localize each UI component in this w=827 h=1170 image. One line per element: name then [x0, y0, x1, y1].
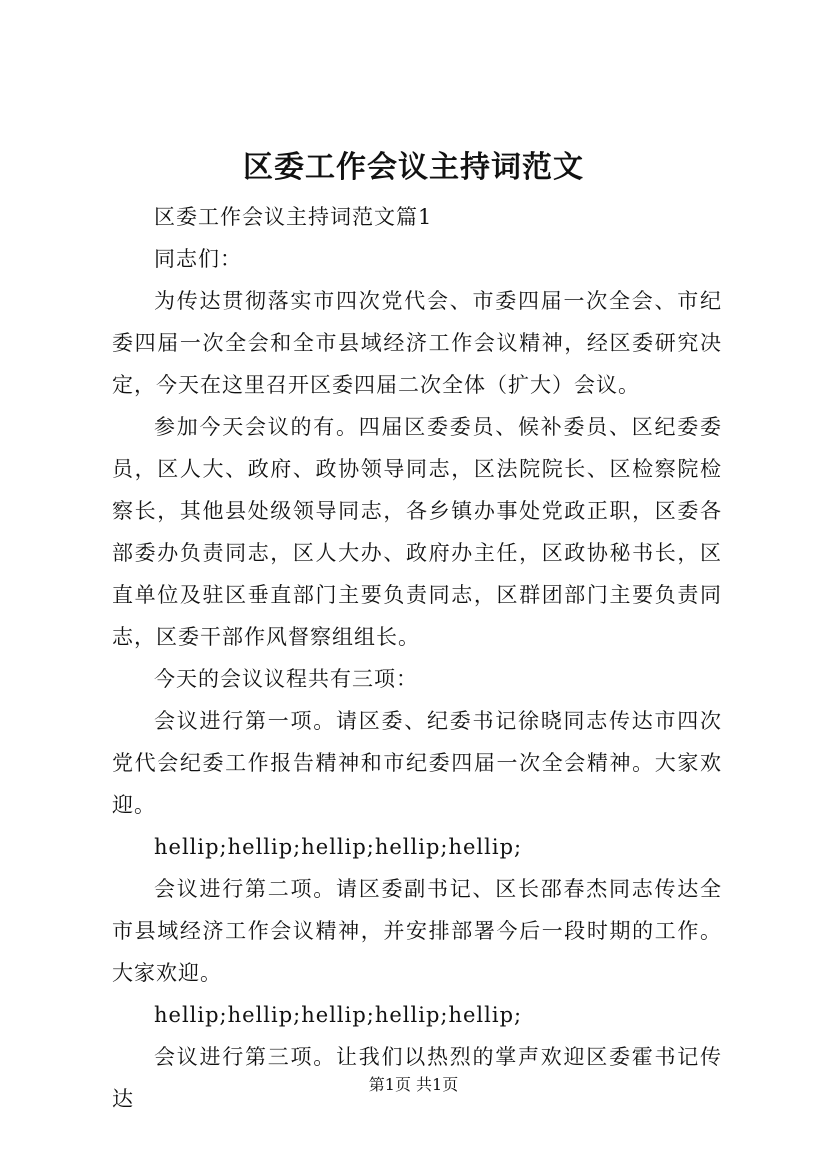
paragraph: 同志们：	[154, 247, 242, 271]
paragraph: 会议进行第一项。请区委、纪委书记徐晓同志传达市四次党代会纪委工作报告精神和市纪委四届一次全会精神。大家欢迎。	[112, 709, 722, 817]
page-footer: 第1页 共1页	[368, 1075, 459, 1094]
paragraph: 参加今天会议的有。四届区委委员、候补委员、区纪委委员，区人大、政府、政协领导同志，区法院院长、区检察院检察长，其他县处级领导同志，各乡镇办事处党政正职，区委各部委办负责同志，区人大办、政府办主任，区政协秘书长，区直单位及驻区垂直部门主要负责同志，区群团部门主要负责同志，区委干部作风督察组组长。	[112, 415, 722, 649]
paragraph: 会议进行第三项。让我们以热烈的掌声欢迎区委霍书记传达	[112, 1045, 722, 1111]
paragraph: 会议进行第二项。请区委副书记、区长邵春杰同志传达全市县域经济工作会议精神，并安排部署今后一段时期的工作。大家欢迎。	[112, 877, 722, 985]
paragraph: 今天的会议议程共有三项：	[154, 667, 418, 691]
document-body	[112, 196, 722, 1120]
paragraph: 区委工作会议主持词范文篇1	[154, 205, 433, 229]
paragraph: 为传达贯彻落实市四次党代会、市委四届一次全会、市纪委四届一次全会和全市县域经济工作会议精神，经区委研究决定，今天在这里召开区委四届二次全体（扩大）会议。	[112, 289, 722, 397]
paragraph: hellip;hellip;hellip;hellip;hellip;	[154, 835, 523, 859]
paragraph: hellip;hellip;hellip;hellip;hellip;	[154, 1003, 523, 1027]
document-title: 区委工作会议主持词范文	[243, 150, 584, 185]
